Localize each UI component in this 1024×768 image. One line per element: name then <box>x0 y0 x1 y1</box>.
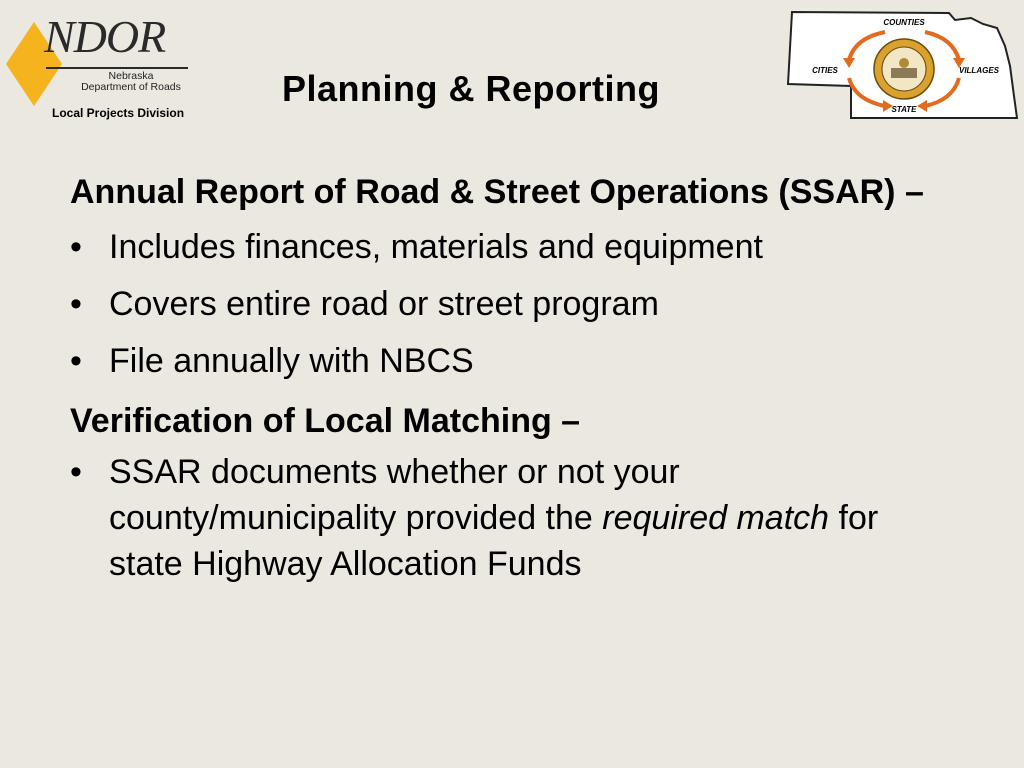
logo-subtitle-line1: Nebraska <box>108 70 154 82</box>
page-title: Planning & Reporting <box>282 68 660 109</box>
bullet-text-start: SSAR documents whether or not your county/municipality provided the <box>109 453 680 537</box>
list-item <box>70 338 940 384</box>
map-label-counties: COUNTIES <box>883 18 925 27</box>
bullet-icon: • <box>70 228 82 266</box>
map-label-state: STATE <box>891 105 917 114</box>
logo-subtitle <box>76 71 186 93</box>
slide-body <box>70 172 940 598</box>
bullet-text: File annually with NBCS <box>109 342 474 380</box>
bullet-text: Includes finances, materials and equipment <box>109 228 763 266</box>
state-seal-icon <box>874 39 934 99</box>
map-label-cities: CITIES <box>812 66 838 75</box>
bullet-icon: • <box>70 342 82 380</box>
map-label-villages: VILLAGES <box>958 66 1000 75</box>
section-heading-ssar: Annual Report of Road & Street Operations (SSAR) – <box>70 173 924 211</box>
list-item <box>70 281 940 327</box>
bullet-icon: • <box>70 285 82 323</box>
matching-bullet-list <box>70 449 940 587</box>
nebraska-map <box>783 8 1019 124</box>
bullet-icon: • <box>70 453 82 491</box>
section-heading-matching: Verification of Local Matching – <box>70 402 581 440</box>
list-item <box>70 224 940 270</box>
logo-wordmark: NDOR <box>44 11 166 62</box>
list-item <box>70 449 940 587</box>
ssar-bullet-list <box>70 224 940 384</box>
bullet-text: Covers entire road or street program <box>109 285 659 323</box>
bullet-text-emphasis: required match <box>602 499 830 537</box>
ndor-logo <box>4 4 219 122</box>
bullet-text-end: for state Highway Allocation Funds <box>109 499 879 583</box>
logo-subtitle-line2: Department of Roads <box>81 81 181 93</box>
logo-rule <box>46 67 188 69</box>
division-label: Local Projects Division <box>52 106 185 120</box>
